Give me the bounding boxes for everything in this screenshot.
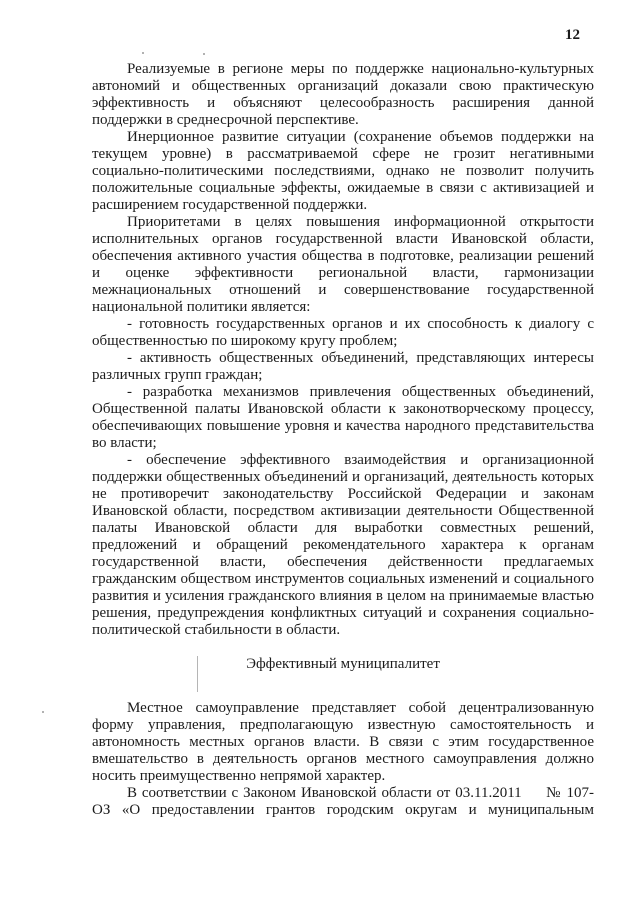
section-heading: Эффективный муниципалитет [246,656,440,672]
bullet-activity-line: различных групп граждан; [92,367,263,383]
paragraph-priorities-line: Приоритетами в целях повышения информационной открытости [127,214,594,230]
paragraph-priorities-line: межнациональных отношений и совершенствование государственной [92,282,594,298]
paragraph-support-measures-line: Реализуемые в регионе меры по поддержке национально-культурных [127,61,594,77]
scan-line-artifact [197,656,198,692]
scan-speck-artifact [42,711,44,713]
paragraph-inertial-scenario-line: Инерционное развитие ситуации (сохранение объемов поддержки на [127,129,594,145]
paragraph-inertial-scenario-line: социально-политическими последствиями, однако не позволит получить [92,163,594,179]
paragraph-local-government-line: Местное самоуправление представляет собой децентрализованную [127,700,594,716]
document-body [92,61,594,819]
paragraph-support-measures-line: эффективность и объясняют целесообразность расширения данной [92,95,594,111]
bullet-interaction-line: - обеспечение эффективного взаимодействия и организационной [127,452,594,468]
bullet-readiness-line: общественностью по широкому кругу проблем; [92,333,398,349]
bullet-interaction-line: политической стабильности в области. [92,622,341,638]
paragraph-local-government-line: автономность местных органов власти. В связи с этим государственное [92,734,594,750]
bullet-readiness-line: - готовность государственных органов и их способность к диалогу с [127,316,594,332]
paragraph-support-measures-line: поддержки в среднесрочной перспективе. [92,112,359,128]
bullet-interaction-line: не противоречит законодательству Российской Федерации и законам [92,486,594,502]
bullet-interaction-line: предложений и обращений рекомендательного характера к органам [92,537,594,553]
paragraph-inertial-scenario-line: расширением государственной поддержки. [92,197,368,213]
paragraph-priorities-line: и оценке эффективности региональной власти, гармонизации [92,265,594,281]
bullet-interaction-line: решения, предупреждения конфликтных ситуаций и сохранения социально- [92,605,594,621]
bullet-interaction-line: Ивановской области, посредством активизации деятельности Общественной [92,503,594,519]
bullet-interaction-line: развития и усиления гражданского влияния в целом на принимаемые властью [92,588,594,604]
paragraph-local-government-line: форму управления, предполагающую известную самостоятельность и [92,717,594,733]
bullet-interaction-line: поддержки общественных объединений и организаций, деятельность которых [92,469,594,485]
bullet-interaction-line: государственной власти, обеспечения действенности предлагаемых [92,554,594,570]
bullet-mechanisms-line: обеспечивающих повышение уровня и качества народного представительства [92,418,594,434]
paragraph-priorities-line: исполнительных органов государственной власти Ивановской области, [92,231,594,247]
page-number: 12 [565,27,580,43]
bullet-activity-line: - активность общественных объединений, представляющих интересы [127,350,594,366]
bullet-mechanisms-line: Общественной палаты Ивановской области к законотворческому процессу, [92,401,594,417]
paragraph-inertial-scenario-line: положительные социальные эффекты, ожидаемые в связи с активизацией и [92,180,594,196]
bullet-interaction-line: гражданским обществом инструментов социальных изменений и социального [92,571,594,587]
paragraph-support-measures-line: автономий и общественных организаций доказали свою практическую [92,78,594,94]
paragraph-law-grants-line: В соответствии с Законом Ивановской области от 03.11.2011 № 107- [127,785,594,801]
paragraph-local-government-line: носить преимущественно непрямой характер. [92,768,386,784]
bullet-mechanisms-line: - разработка механизмов привлечения общественных объединений, [127,384,594,400]
bullet-interaction-line: палаты Ивановской области для выработки совместных решений, [92,520,594,536]
paragraph-priorities-line: национальной политики является: [92,299,311,315]
bullet-mechanisms-line: во власти; [92,435,157,451]
scan-speck-artifact [142,52,144,54]
paragraph-law-grants-line: ОЗ «О предоставлении грантов городским округам и муниципальным [92,802,594,818]
scan-speck-artifact [203,53,205,55]
paragraph-local-government-line: вмешательство в деятельность органов местного самоуправления должно [92,751,594,767]
paragraph-priorities-line: обеспечения активного участия общества в подготовке, реализации решений [92,248,594,264]
paragraph-inertial-scenario-line: текущем уровне) в рассматриваемой сфере не грозит негативными [92,146,594,162]
